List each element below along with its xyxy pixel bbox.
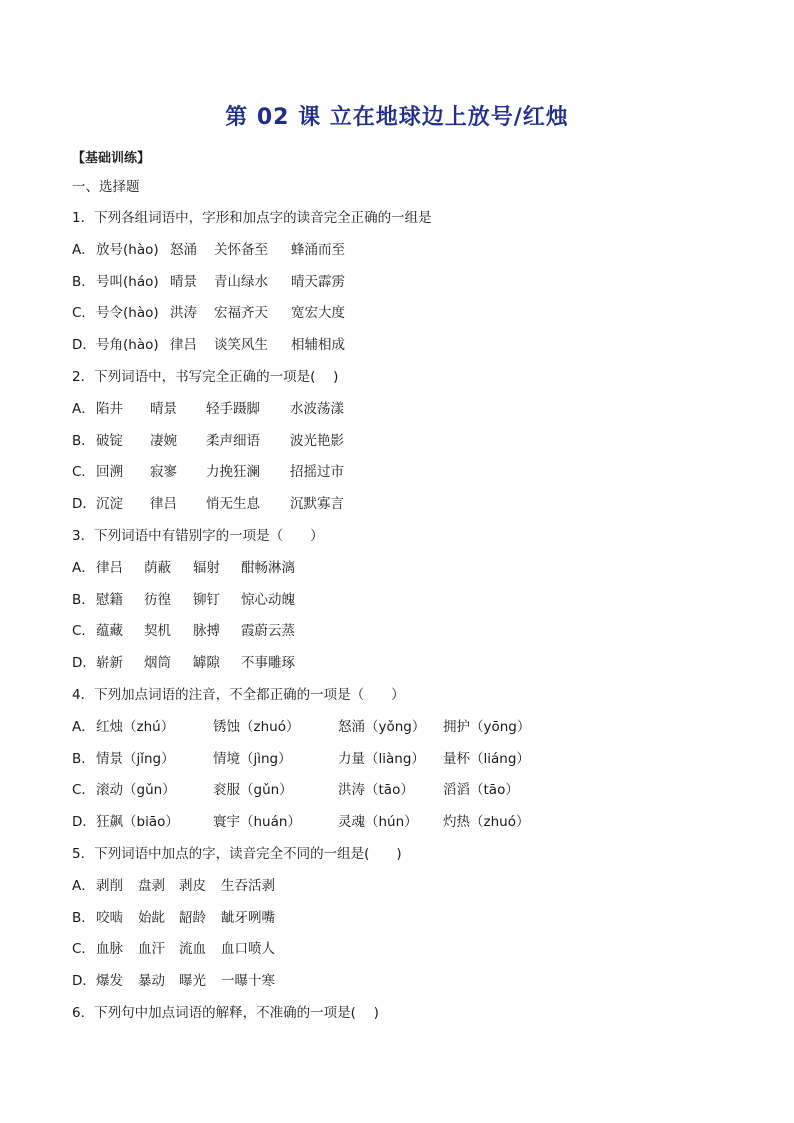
- option-item: 狂飙（biāo）: [96, 814, 179, 831]
- option-item: 柔声细语: [206, 432, 260, 449]
- option-item: 寂寥: [150, 464, 177, 481]
- option-item: 辐射: [193, 559, 220, 576]
- option-item: 流血: [179, 941, 206, 958]
- option-item: 崭新: [96, 655, 123, 672]
- option-item: 龇牙咧嘴: [221, 909, 275, 926]
- option-item: 悄无生息: [206, 496, 260, 513]
- option-item: 沉默寡言: [290, 496, 344, 513]
- option-item: 青山绿水: [214, 273, 268, 290]
- option-label: C．: [72, 623, 95, 640]
- option-item: 情境（jìng）: [213, 750, 292, 767]
- option-item: 罅隙: [193, 655, 220, 672]
- option-item: 曝光: [179, 973, 206, 990]
- option-item: 号令(hào): [96, 305, 159, 322]
- part-heading: 一、选择题: [72, 179, 140, 195]
- option-label: C．: [72, 305, 95, 322]
- option-label: A．: [72, 400, 95, 417]
- page-title: 第 02 课 立在地球边上放号/红烛: [225, 105, 569, 130]
- option-item: 洪涛: [170, 305, 197, 322]
- option-item: 蕴藏: [96, 623, 123, 640]
- question-stem: 5．下列词语中加点的字，读音完全不同的一组是( ): [72, 846, 402, 862]
- option-item: 陷井: [96, 400, 123, 417]
- option-label: A．: [72, 877, 95, 894]
- option-item: 宏福齐天: [214, 305, 268, 322]
- option-item: 灼热（zhuó）: [443, 814, 530, 831]
- option-item: 号角(hào): [96, 337, 159, 354]
- option-item: 波光艳影: [290, 432, 344, 449]
- option-item: 咬啮: [96, 909, 123, 926]
- option-item: 烟筒: [144, 655, 171, 672]
- option-item: 剥削: [96, 877, 123, 894]
- option-item: 血汗: [138, 941, 165, 958]
- option-item: 量杯（liáng）: [443, 750, 530, 767]
- option-item: 龆龄: [179, 909, 206, 926]
- option-item: 铆钉: [193, 591, 220, 608]
- option-item: 招摇过市: [290, 464, 344, 481]
- option-item: 怒涌: [170, 241, 197, 258]
- option-item: 滔滔（tāo）: [443, 782, 519, 799]
- option-item: 一曝十寒: [221, 973, 275, 990]
- option-item: 生吞活剥: [221, 877, 275, 894]
- option-item: 律吕: [170, 337, 197, 354]
- option-item: 律吕: [96, 559, 123, 576]
- option-item: 宽宏大度: [291, 305, 345, 322]
- option-item: 拥护（yōng）: [443, 718, 531, 735]
- option-label: B．: [72, 591, 95, 608]
- option-item: 水波荡漾: [290, 400, 344, 417]
- option-item: 爆发: [96, 973, 123, 990]
- option-label: D．: [72, 655, 96, 672]
- option-item: 衮服（gǔn）: [213, 782, 293, 799]
- section-tag: 【基础训练】: [72, 151, 151, 166]
- option-item: 暴动: [138, 973, 165, 990]
- option-item: 力挽狂澜: [206, 464, 260, 481]
- option-item: 彷徨: [144, 591, 171, 608]
- option-label: D．: [72, 973, 96, 990]
- option-label: D．: [72, 814, 96, 831]
- option-item: 慰籍: [96, 591, 123, 608]
- question-stem: 3．下列词语中有错别字的一项是（ ）: [72, 528, 324, 544]
- option-item: 回溯: [96, 464, 123, 481]
- option-item: 号叫(háo): [96, 273, 159, 290]
- option-item: 酣畅淋漓: [241, 559, 295, 576]
- option-item: 始龀: [138, 909, 165, 926]
- question-stem: 2．下列词语中，书写完全正确的一项是( ): [72, 369, 339, 385]
- option-item: 血口喷人: [221, 941, 275, 958]
- option-item: 剥皮: [179, 877, 206, 894]
- option-item: 荫蔽: [144, 559, 171, 576]
- option-item: 寰宇（huán）: [213, 814, 301, 831]
- option-item: 谈笑风生: [214, 337, 268, 354]
- option-item: 灵魂（hún）: [338, 814, 418, 831]
- question-stem: 1．下列各组词语中，字形和加点字的读音完全正确的一组是: [72, 210, 432, 226]
- option-item: 相辅相成: [291, 337, 345, 354]
- option-label: C．: [72, 782, 95, 799]
- option-item: 惊心动魄: [241, 591, 295, 608]
- option-label: D．: [72, 496, 96, 513]
- option-item: 霞蔚云蒸: [241, 623, 295, 640]
- option-label: B．: [72, 432, 95, 449]
- option-item: 晴景: [150, 400, 177, 417]
- option-label: A．: [72, 241, 95, 258]
- option-item: 盘剥: [138, 877, 165, 894]
- option-item: 律吕: [150, 496, 177, 513]
- option-item: 红烛（zhú）: [96, 718, 175, 735]
- option-label: C．: [72, 464, 95, 481]
- option-item: 晴景: [170, 273, 197, 290]
- option-item: 不事雕琢: [241, 655, 295, 672]
- option-label: D．: [72, 337, 96, 354]
- option-label: C．: [72, 941, 95, 958]
- question-stem: 4．下列加点词语的注音，不全都正确的一项是（ ）: [72, 687, 405, 703]
- option-item: 契机: [144, 623, 171, 640]
- option-item: 破锭: [96, 432, 123, 449]
- option-item: 凄婉: [150, 432, 177, 449]
- option-item: 关怀备至: [214, 241, 268, 258]
- question-stem: 6．下列句中加点词语的解释，不准确的一项是( ): [72, 1005, 379, 1021]
- option-item: 脉搏: [193, 623, 220, 640]
- option-label: B．: [72, 273, 95, 290]
- option-item: 力量（liàng）: [338, 750, 425, 767]
- option-item: 滚动（gǔn）: [96, 782, 176, 799]
- option-item: 情景（jǐng）: [96, 750, 175, 767]
- option-item: 放号(hào): [96, 241, 159, 258]
- option-item: 血脉: [96, 941, 123, 958]
- option-item: 洪涛（tāo）: [338, 782, 414, 799]
- option-item: 锈蚀（zhuó）: [213, 718, 300, 735]
- option-label: B．: [72, 909, 95, 926]
- option-item: 轻手蹑脚: [206, 400, 260, 417]
- option-label: A．: [72, 718, 95, 735]
- option-item: 怒涌（yǒng）: [338, 718, 426, 735]
- option-item: 蜂涌而至: [291, 241, 345, 258]
- option-item: 沉淀: [96, 496, 123, 513]
- option-item: 晴天霹雳: [291, 273, 345, 290]
- option-label: A．: [72, 559, 95, 576]
- option-label: B．: [72, 750, 95, 767]
